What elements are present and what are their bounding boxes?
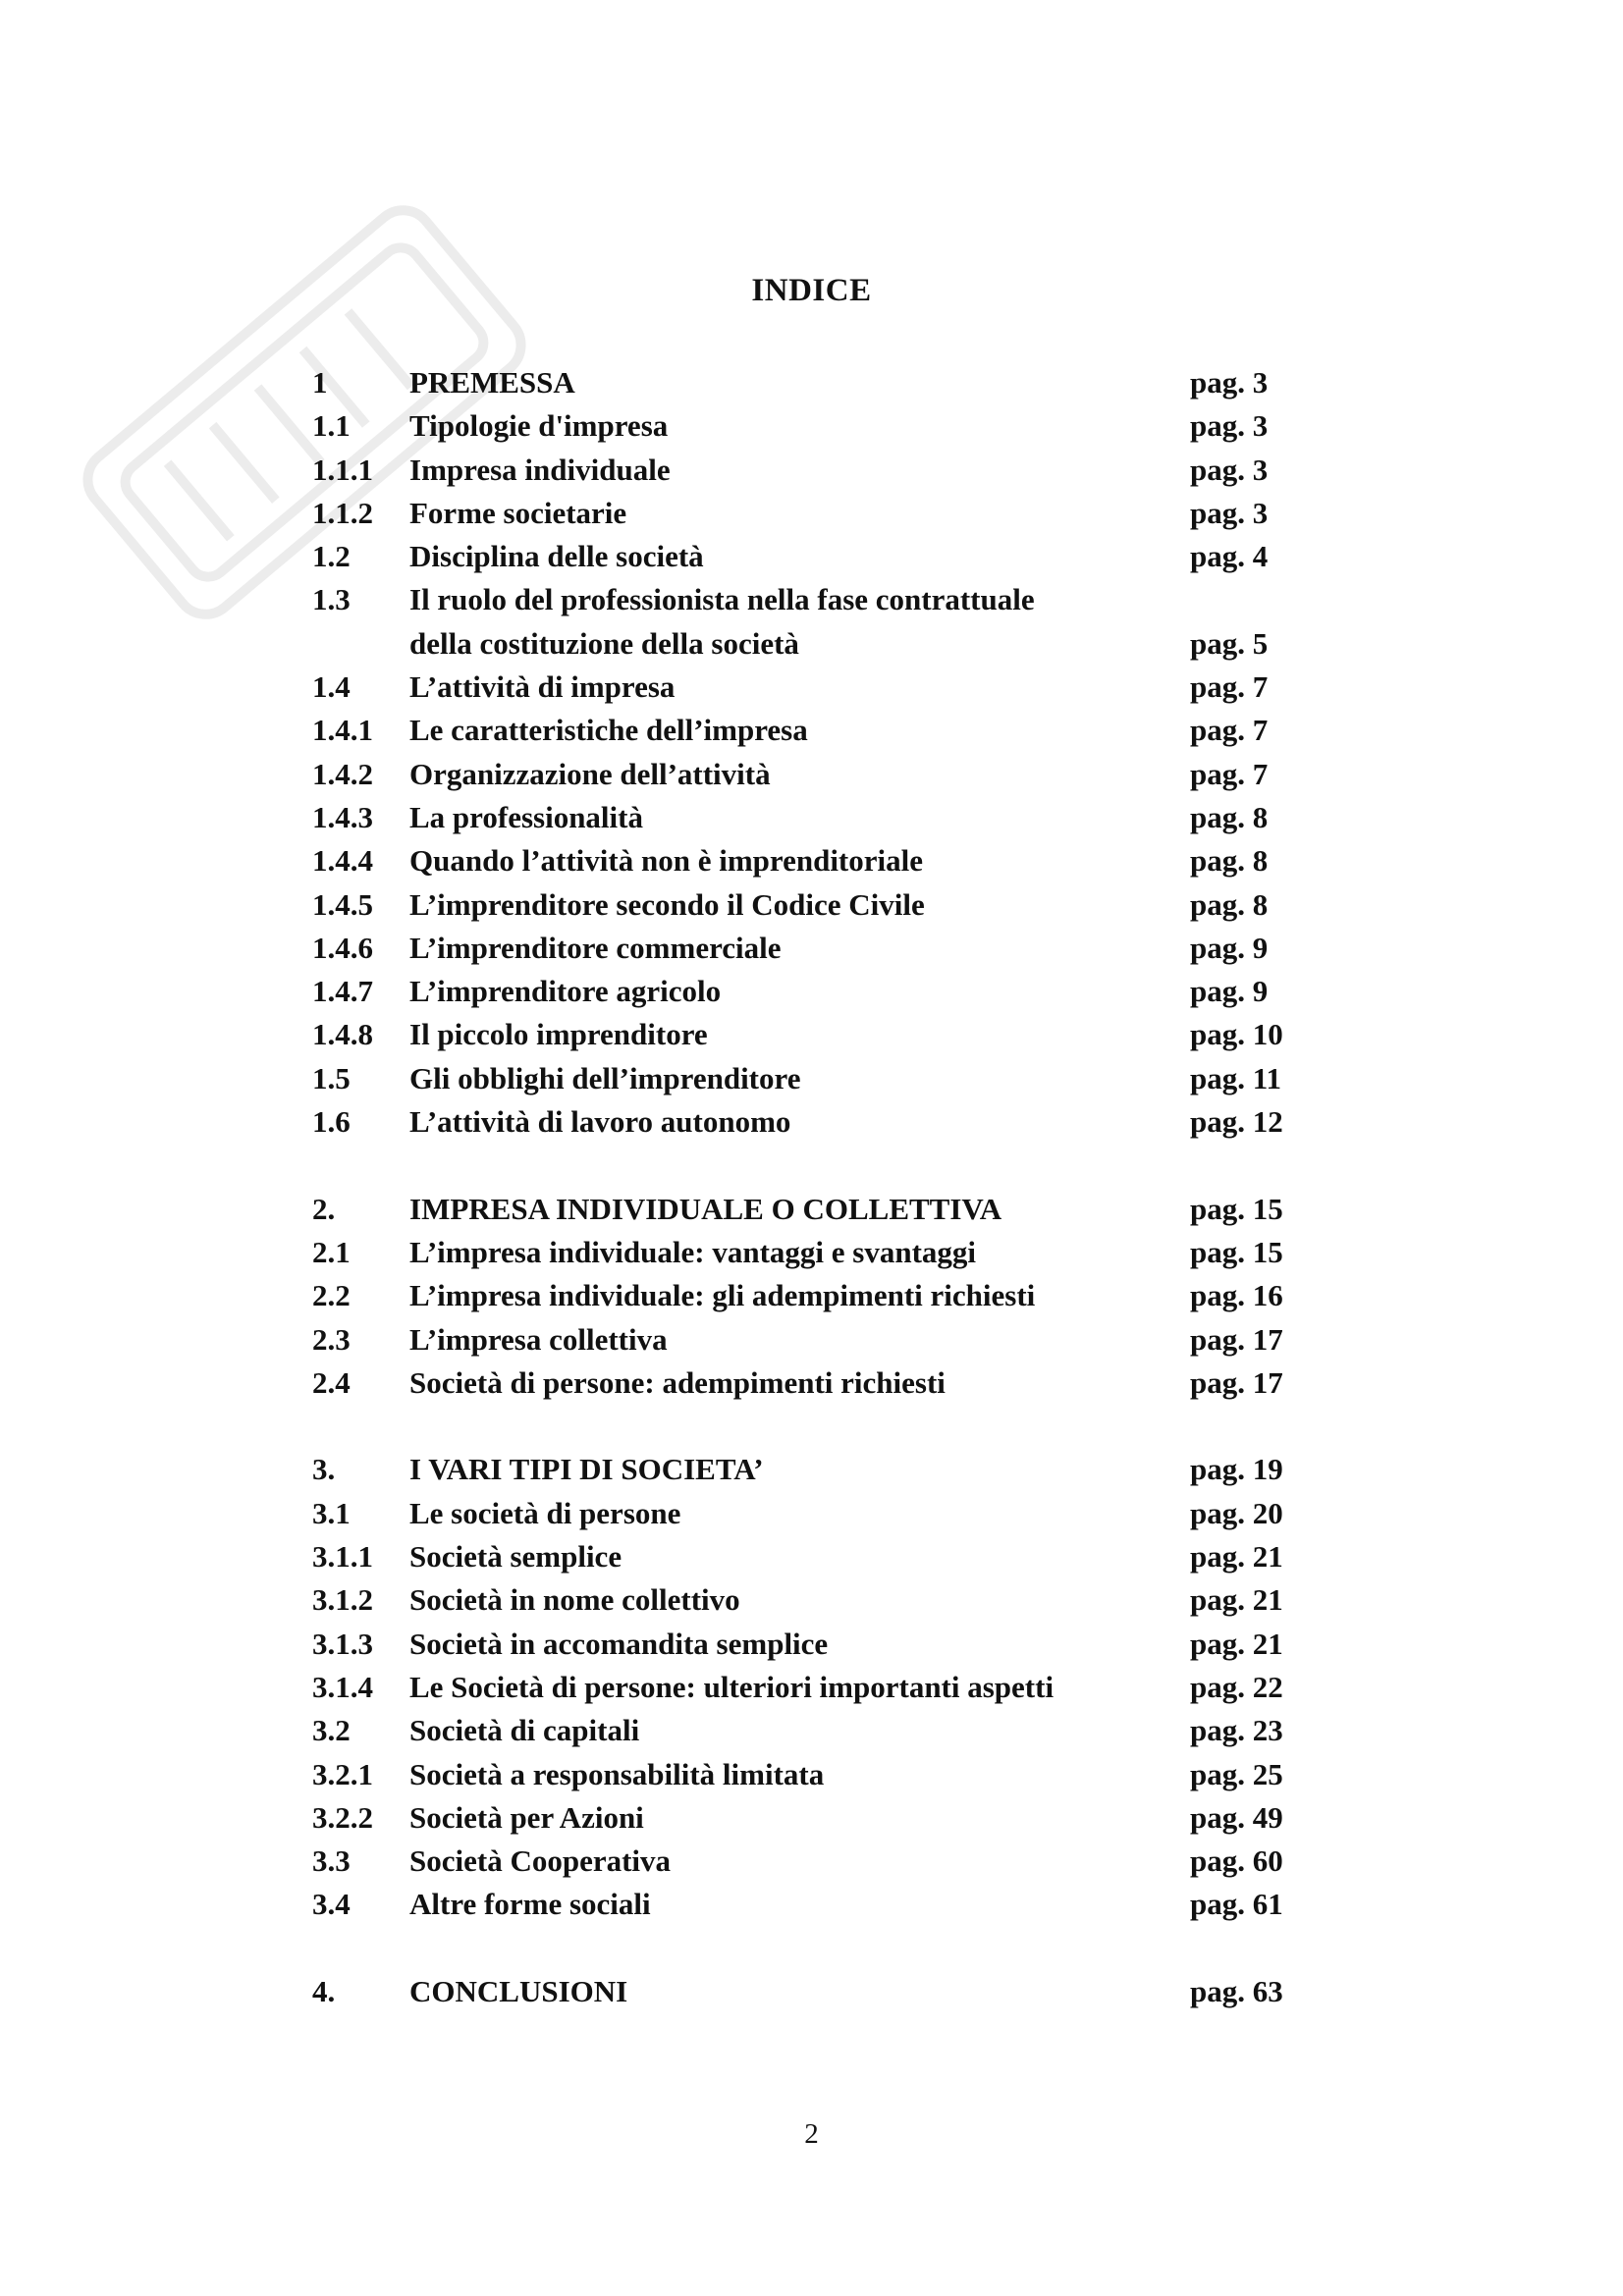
toc-row-1-4-2: [0, 753, 1623, 796]
toc-number: 1.4.1: [312, 713, 373, 748]
toc-number: 2.2: [312, 1278, 351, 1313]
toc-number: 1.5: [312, 1060, 351, 1095]
toc-row-1-4-3: [0, 796, 1623, 839]
toc-page: pag. 63: [1190, 1973, 1283, 2008]
toc-page: pag. 15: [1190, 1191, 1283, 1226]
toc-page: pag. 7: [1190, 756, 1269, 791]
toc-number: 1.1.2: [312, 495, 373, 530]
toc-page: pag. 3: [1190, 365, 1269, 400]
toc-row-1-1-2: [0, 492, 1623, 535]
toc-number: 3.2.2: [312, 1799, 373, 1835]
toc-page: pag. 25: [1190, 1756, 1283, 1791]
toc-text: PREMESSA: [409, 365, 575, 400]
toc-number: 1.4.6: [312, 930, 373, 965]
toc-text: della costituzione della società: [409, 625, 799, 661]
toc-row-1-4: [0, 666, 1623, 709]
toc-text: Società in accomandita semplice: [409, 1626, 829, 1661]
toc-number: 4.: [312, 1973, 336, 2008]
toc-row-1-6: [0, 1100, 1623, 1144]
toc-row-3-1-1: [0, 1535, 1623, 1578]
toc-page: pag. 8: [1190, 799, 1269, 834]
toc-page: pag. 22: [1190, 1669, 1283, 1704]
toc-row-1-5: [0, 1057, 1623, 1100]
toc-page: pag. 15: [1190, 1234, 1283, 1269]
toc-text: L’imprenditore secondo il Codice Civile: [409, 886, 925, 922]
toc-text: Società di persone: adempimenti richiesti: [409, 1364, 946, 1400]
toc-number: 2.4: [312, 1364, 351, 1400]
toc-number: 3.1.3: [312, 1626, 373, 1661]
toc-page: pag. 3: [1190, 495, 1269, 530]
toc-text: L’attività di impresa: [409, 669, 676, 705]
toc-row-3-1-4: [0, 1666, 1623, 1709]
toc-row-1-4-4: [0, 839, 1623, 882]
toc-row-2: [0, 1188, 1623, 1231]
toc-number: 2.1: [312, 1234, 351, 1269]
toc-number: 1.4.8: [312, 1017, 373, 1052]
toc-text: Impresa individuale: [409, 452, 671, 487]
toc-text: Gli obblighi dell’imprenditore: [409, 1060, 801, 1095]
toc-row-2-1: [0, 1231, 1623, 1274]
toc-text: Altre forme sociali: [409, 1887, 651, 1922]
toc-page: pag. 10: [1190, 1017, 1283, 1052]
toc-text: Società per Azioni: [409, 1799, 644, 1835]
toc-text: IMPRESA INDIVIDUALE O COLLETTIVA: [409, 1191, 1002, 1226]
toc-page: pag. 21: [1190, 1626, 1283, 1661]
page-number: 2: [804, 2118, 819, 2150]
toc-text: Tipologie d'impresa: [409, 408, 669, 444]
toc-row-1-4-5: [0, 883, 1623, 927]
toc-text: Società Cooperativa: [409, 1843, 672, 1879]
toc-text: La professionalità: [409, 799, 643, 834]
toc-page: pag. 7: [1190, 669, 1269, 705]
toc-page: pag. 4: [1190, 539, 1269, 574]
toc-text: Organizzazione dell’attività: [409, 756, 771, 791]
toc-number: 1.4.4: [312, 843, 373, 879]
toc-row-3-2-1: [0, 1753, 1623, 1796]
toc-number: 1.4.5: [312, 886, 373, 922]
toc-text: Le caratteristiche dell’impresa: [409, 713, 808, 748]
toc-number: 3.1.2: [312, 1582, 373, 1618]
toc-number: 1.4.7: [312, 974, 373, 1009]
toc-page: pag. 7: [1190, 713, 1269, 748]
toc-row-4: [0, 1970, 1623, 2013]
toc-row-1-2: [0, 535, 1623, 578]
toc-page: pag. 12: [1190, 1104, 1283, 1140]
toc-row-3-1-3: [0, 1623, 1623, 1666]
toc-number: 3.4: [312, 1887, 351, 1922]
toc-number: 1.6: [312, 1104, 351, 1140]
toc-text: Quando l’attività non è imprenditoriale: [409, 843, 924, 879]
toc-page: pag. 17: [1190, 1364, 1283, 1400]
toc-text: Società a responsabilità limitata: [409, 1756, 825, 1791]
toc-title: INDICE: [751, 273, 872, 308]
toc-page: pag. 5: [1190, 625, 1269, 661]
toc-row-3-3: [0, 1840, 1623, 1883]
toc-text: Le Società di persone: ulteriori importanti aspetti: [409, 1669, 1055, 1704]
toc-text: Società di capitali: [409, 1713, 640, 1748]
toc-text: I VARI TIPI DI SOCIETA’: [409, 1452, 764, 1487]
toc-row-1-4-7: [0, 970, 1623, 1013]
toc-page: pag. 9: [1190, 930, 1269, 965]
toc-page: pag. 11: [1190, 1060, 1282, 1095]
toc-page: pag. 60: [1190, 1843, 1283, 1879]
toc-text: Disciplina delle società: [409, 539, 704, 574]
toc-row-1-3-cont: [0, 622, 1623, 666]
table-of-contents: [0, 361, 1623, 2013]
toc-page: pag. 8: [1190, 886, 1269, 922]
toc-text: Il ruolo del professionista nella fase contrattuale: [409, 582, 1035, 617]
toc-text: L’impresa individuale: vantaggi e svantaggi: [409, 1234, 977, 1269]
toc-text: L’imprenditore commerciale: [409, 930, 782, 965]
toc-text: L’attività di lavoro autonomo: [409, 1104, 791, 1140]
toc-number: 3.1.1: [312, 1539, 373, 1575]
toc-number: 3.1: [312, 1495, 351, 1530]
toc-row-2-3: [0, 1318, 1623, 1362]
toc-number: 1.1.1: [312, 452, 373, 487]
toc-text: L’imprenditore agricolo: [409, 974, 722, 1009]
toc-page: pag. 8: [1190, 843, 1269, 879]
toc-page: pag. 61: [1190, 1887, 1283, 1922]
toc-row-2-2: [0, 1274, 1623, 1317]
toc-row-3-2: [0, 1709, 1623, 1752]
toc-page: pag. 23: [1190, 1713, 1283, 1748]
toc-number: 1: [312, 365, 328, 400]
toc-row-1-1-1: [0, 449, 1623, 492]
toc-row-3-1: [0, 1492, 1623, 1535]
toc-number: 1.4.2: [312, 756, 373, 791]
toc-row-1-3: [0, 578, 1623, 621]
toc-text: L’impresa collettiva: [409, 1321, 668, 1357]
toc-number: 3.: [312, 1452, 336, 1487]
toc-page: pag. 20: [1190, 1495, 1283, 1530]
toc-number: 1.1: [312, 408, 351, 444]
toc-row-1-4-1: [0, 709, 1623, 752]
toc-page: pag. 3: [1190, 408, 1269, 444]
toc-text: Le società di persone: [409, 1495, 681, 1530]
toc-text: Società in nome collettivo: [409, 1582, 740, 1618]
toc-number: 1.2: [312, 539, 351, 574]
toc-number: 3.2.1: [312, 1756, 373, 1791]
toc-row-2-4: [0, 1362, 1623, 1405]
toc-page: pag. 19: [1190, 1452, 1283, 1487]
toc-row-1-1: [0, 404, 1623, 448]
toc-number: 3.3: [312, 1843, 351, 1879]
toc-row-3-4: [0, 1883, 1623, 1926]
toc-number: 1.3: [312, 582, 351, 617]
toc-page: pag. 17: [1190, 1321, 1283, 1357]
toc-text: Forme societarie: [409, 495, 627, 530]
toc-row-3-1-2: [0, 1578, 1623, 1622]
toc-page: pag. 21: [1190, 1582, 1283, 1618]
toc-page: pag. 16: [1190, 1278, 1283, 1313]
toc-text: CONCLUSIONI: [409, 1973, 628, 2008]
toc-number: 3.1.4: [312, 1669, 373, 1704]
toc-text: Il piccolo imprenditore: [409, 1017, 708, 1052]
toc-number: 1.4.3: [312, 799, 373, 834]
toc-row-3-2-2: [0, 1796, 1623, 1840]
toc-number: 3.2: [312, 1713, 351, 1748]
toc-row-1: [0, 361, 1623, 404]
toc-number: 2.3: [312, 1321, 351, 1357]
toc-number: 2.: [312, 1191, 336, 1226]
toc-page: pag. 49: [1190, 1799, 1283, 1835]
toc-page: pag. 3: [1190, 452, 1269, 487]
toc-text: L’impresa individuale: gli adempimenti richiesti: [409, 1278, 1036, 1313]
toc-page: pag. 21: [1190, 1539, 1283, 1575]
toc-number: 1.4: [312, 669, 351, 705]
toc-page: pag. 9: [1190, 974, 1269, 1009]
toc-row-1-4-8: [0, 1013, 1623, 1056]
toc-text: Società semplice: [409, 1539, 622, 1575]
toc-row-3: [0, 1448, 1623, 1491]
toc-row-1-4-6: [0, 927, 1623, 970]
